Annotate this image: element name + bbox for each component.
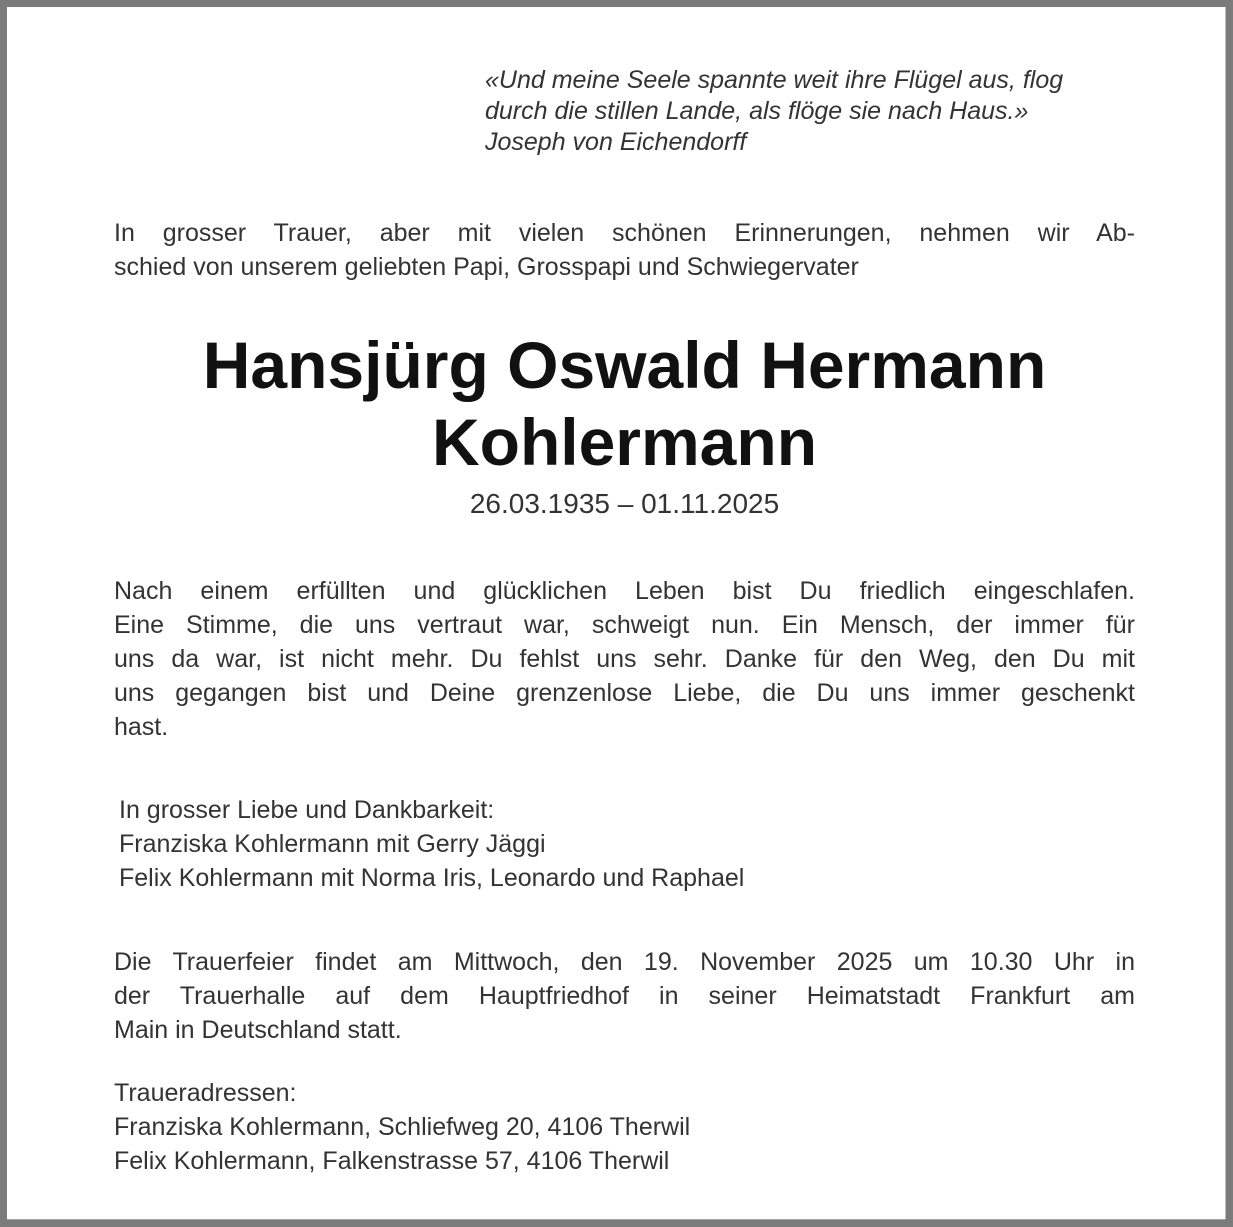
deceased-name-line: Kohlermann: [431, 405, 818, 479]
intro-line: schied von unserem geliebten Papi, Grosspapi und Schwiegervater: [114, 253, 859, 281]
eulogy-line: hast.: [114, 713, 169, 741]
funeral-line: Die Trauerfeier findet am Mittwoch, den 19. November 2025 um 10.30 Uhr in: [114, 948, 1135, 976]
eulogy-line: Nach einem erfüllten und glücklichen Leben bist Du friedlich eingeschlafen.: [114, 577, 1135, 605]
eulogy-line: Eine Stimme, die uns vertraut war, schweigt nun. Ein Mensch, der immer für: [114, 611, 1135, 639]
deceased-name: [114, 327, 1135, 481]
funeral-line: der Trauerhalle auf dem Hauptfriedhof in seiner Heimatstadt Frankfurt am: [114, 982, 1135, 1010]
mourning-addresses-block: [114, 1076, 1135, 1178]
memorial-quote: [485, 65, 1145, 158]
mourners-line: Felix Kohlermann mit Norma Iris, Leonardo und Raphael: [119, 864, 745, 892]
eulogy-paragraph: [114, 574, 1135, 744]
mourners-line: In grosser Liebe und Dankbarkeit:: [119, 796, 495, 824]
quote-line: durch die stillen Lande, als flöge sie nach Haus.»: [485, 97, 1029, 125]
quote-attribution: Joseph von Eichendorff: [485, 128, 747, 156]
eulogy-line: uns da war, ist nicht mehr. Du fehlst uns sehr. Danke für den Weg, den Du mit: [114, 645, 1135, 673]
intro-paragraph: [114, 216, 1135, 284]
mourners-block: [119, 793, 1140, 895]
funeral-line: Main in Deutschland statt.: [114, 1016, 402, 1044]
address-line: Felix Kohlermann, Falkenstrasse 57, 4106 Therwil: [114, 1147, 670, 1175]
deceased-name-line: Hansjürg Oswald Hermann: [202, 328, 1047, 402]
funeral-details-paragraph: [114, 945, 1135, 1047]
quote-line: «Und meine Seele spannte weit ihre Flügel aus, flog: [485, 66, 1064, 94]
life-dates: 26.03.1935 – 01.11.2025: [469, 488, 780, 519]
intro-line: In grosser Trauer, aber mit vielen schönen Erinnerungen, nehmen wir Ab-: [114, 219, 1135, 247]
address-line: Franziska Kohlermann, Schliefweg 20, 4106 Therwil: [114, 1113, 691, 1141]
mourners-line: Franziska Kohlermann mit Gerry Jäggi: [119, 830, 546, 858]
eulogy-line: uns gegangen bist und Deine grenzenlose Liebe, die Du uns immer geschenkt: [114, 679, 1135, 707]
address-heading: Traueradressen:: [114, 1079, 297, 1107]
